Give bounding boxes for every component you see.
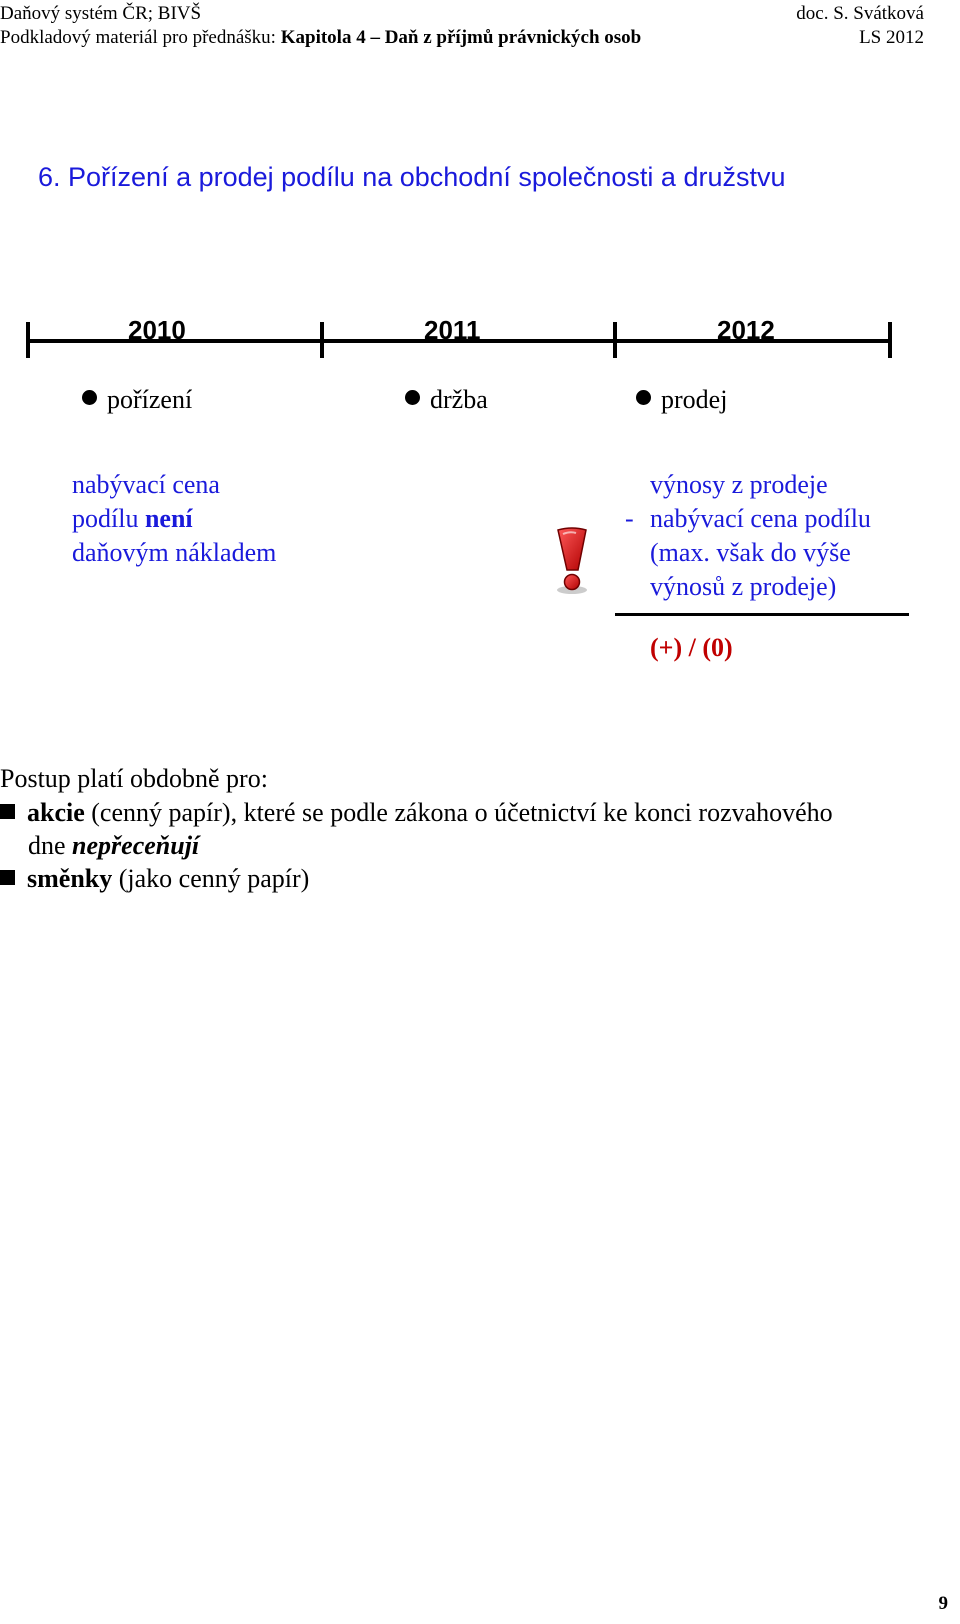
minus-sign: - <box>625 504 634 533</box>
timeline-phase <box>636 385 727 415</box>
phase-label: prodej <box>661 385 728 414</box>
timeline-phase <box>405 385 488 415</box>
timeline-year: 2010 <box>128 315 186 345</box>
timeline-tick <box>320 322 324 358</box>
note-line: nabývací cena podílu <box>650 504 871 533</box>
header-chapter: Kapitola 4 – Daň z příjmů právnických osob <box>280 27 642 48</box>
timeline-tick <box>613 322 617 358</box>
timeline-year: 2011 <box>424 315 481 345</box>
timeline-tick <box>26 322 30 358</box>
bullet-dot-icon <box>405 390 420 405</box>
item-emphasis: nepřeceňují <box>72 831 200 860</box>
phase-label: držba <box>430 385 488 414</box>
item-term: akcie <box>27 798 85 827</box>
sum-line <box>615 613 909 616</box>
note-emphasis: není <box>144 504 193 533</box>
note-line <box>72 502 276 536</box>
header-left-line1: Daňový systém ČR; BIVŠ <box>0 3 202 24</box>
item-text: dne <box>28 831 73 860</box>
list-item-continuation <box>28 829 199 863</box>
body-intro: Postup platí obdobně pro: <box>0 764 268 793</box>
item-term: směnky <box>27 864 113 893</box>
list-item <box>0 796 833 830</box>
bullet-dot-icon <box>82 390 97 405</box>
item-text: (cenný papír), které se podle zákona o účetnictví ke konci rozvahového <box>84 798 833 827</box>
note-line: výnosy z prodeje <box>650 470 828 499</box>
note-line: výnosů z prodeje) <box>650 572 837 601</box>
timeline-phase <box>82 385 192 415</box>
square-bullet-icon <box>0 804 15 819</box>
header-left-line2 <box>0 27 641 49</box>
result-value: (+) / (0) <box>650 633 733 662</box>
list-item <box>0 862 309 896</box>
sale-income-note <box>650 468 871 604</box>
square-bullet-icon <box>0 870 15 885</box>
exclamation-icon <box>552 526 592 596</box>
timeline-tick <box>888 322 892 358</box>
note-line: nabývací cena <box>72 470 220 499</box>
header-material-label: Podkladový materiál pro přednášku: <box>0 27 281 48</box>
note-line: (max. však do výše <box>650 538 851 567</box>
bullet-dot-icon <box>636 390 651 405</box>
phase-label: pořízení <box>107 385 193 414</box>
header-author: doc. S. Svátková <box>796 3 924 24</box>
note-text: podílu <box>72 504 145 533</box>
header-semester: LS 2012 <box>859 27 924 48</box>
page-title: 6. Pořízení a prodej podílu na obchodní společnosti a družstvu <box>38 162 786 192</box>
note-line: daňovým nákladem <box>72 538 277 567</box>
item-text: (jako cenný papír) <box>112 864 310 893</box>
acquisition-note <box>72 468 276 570</box>
page-number: 9 <box>938 1593 948 1614</box>
timeline-year: 2012 <box>717 315 775 345</box>
